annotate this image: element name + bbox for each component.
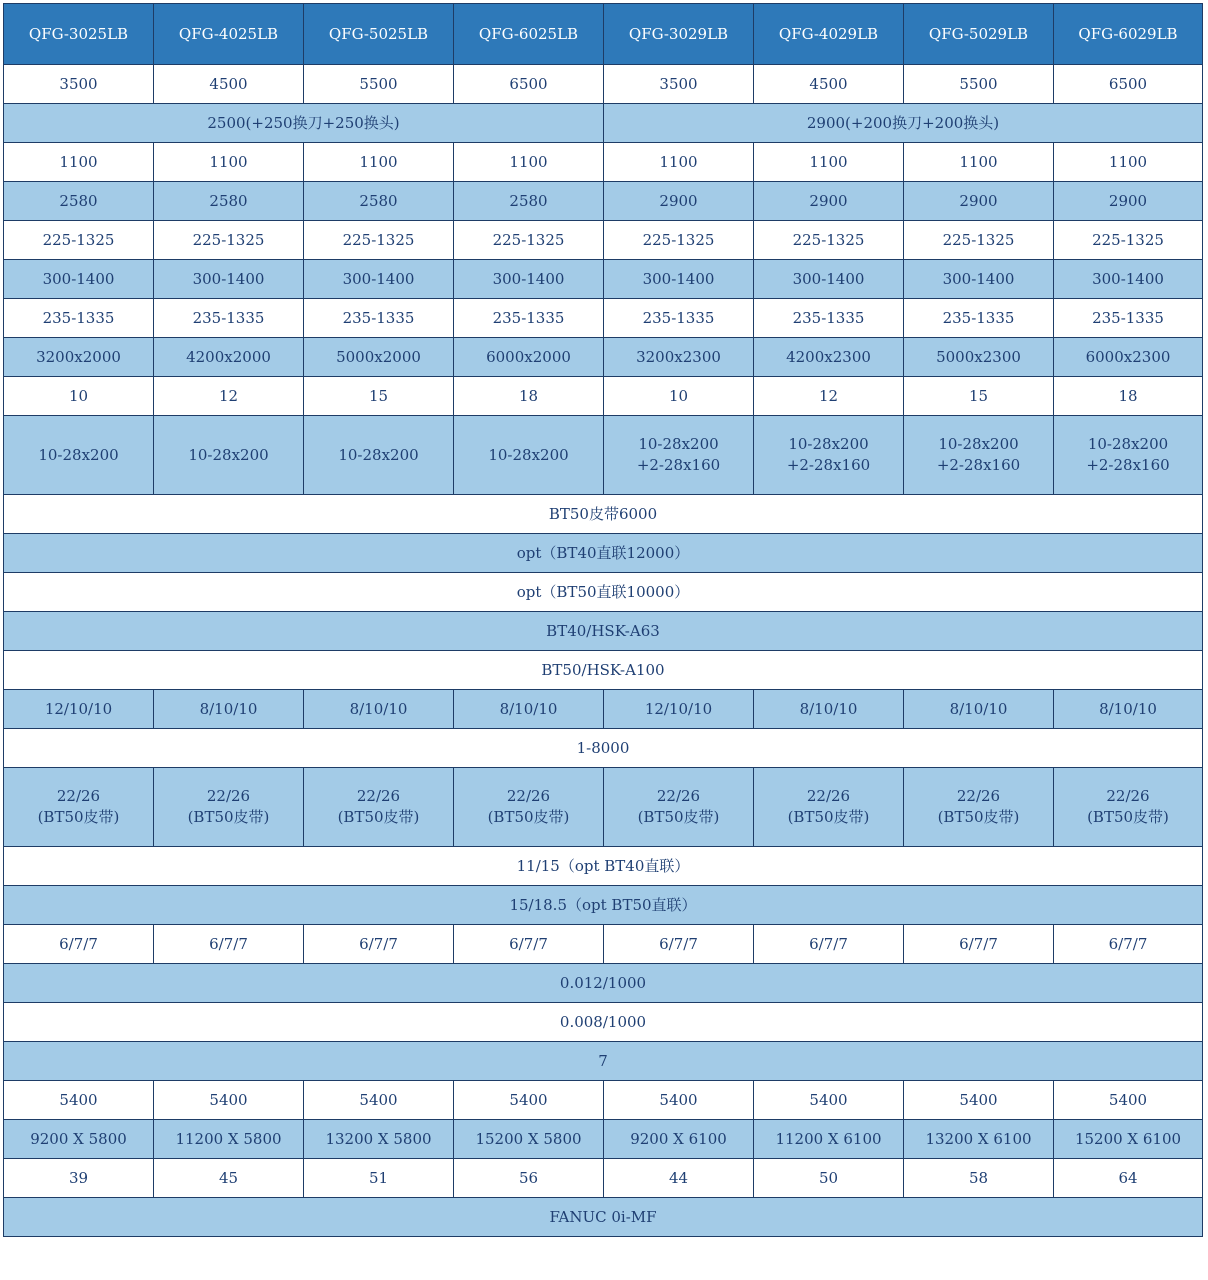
header-cell: QFG-6025LB bbox=[454, 4, 604, 65]
table-cell: 4500 bbox=[754, 65, 904, 104]
table-cell: 235-1335 bbox=[4, 299, 154, 338]
table-cell: 8/10/10 bbox=[454, 690, 604, 729]
table-cell: 235-1335 bbox=[604, 299, 754, 338]
table-cell: 300-1400 bbox=[604, 260, 754, 299]
table-cell: 15/18.5（opt BT50直联） bbox=[4, 886, 1203, 925]
table-row bbox=[4, 1159, 1203, 1198]
table-cell bbox=[154, 416, 304, 495]
table-cell: BT50皮带6000 bbox=[4, 495, 1203, 534]
table-row bbox=[4, 182, 1203, 221]
cell-line: 22/26 bbox=[206, 787, 251, 805]
table-cell: 235-1335 bbox=[454, 299, 604, 338]
table-cell: 225-1325 bbox=[4, 221, 154, 260]
table-row bbox=[4, 221, 1203, 260]
table-cell: 2900 bbox=[904, 182, 1054, 221]
table-row bbox=[4, 690, 1203, 729]
table-cell bbox=[904, 416, 1054, 495]
table-cell: 8/10/10 bbox=[154, 690, 304, 729]
table-cell bbox=[454, 416, 604, 495]
table-cell: 8/10/10 bbox=[304, 690, 454, 729]
table-cell bbox=[454, 768, 604, 847]
table-cell bbox=[154, 768, 304, 847]
table-cell: 5400 bbox=[904, 1081, 1054, 1120]
table-row bbox=[4, 847, 1203, 886]
table-cell: 2900(+200换刀+200换头) bbox=[604, 104, 1203, 143]
table-cell bbox=[1054, 768, 1203, 847]
cell-line: (BT50皮带) bbox=[337, 808, 420, 826]
table-cell: 300-1400 bbox=[904, 260, 1054, 299]
table-cell: 56 bbox=[454, 1159, 604, 1198]
cell-line: 10-28x200 bbox=[338, 445, 419, 464]
table-row bbox=[4, 338, 1203, 377]
table-row bbox=[4, 768, 1203, 847]
cell-line: (BT50皮带) bbox=[1087, 808, 1169, 826]
table-row bbox=[4, 65, 1203, 104]
table-cell: 8/10/10 bbox=[754, 690, 904, 729]
table-row bbox=[4, 651, 1203, 690]
cell-line: 10-28x200 bbox=[188, 445, 269, 464]
cell-line: 10-28x200 bbox=[488, 445, 569, 464]
table-cell: 8/10/10 bbox=[904, 690, 1054, 729]
table-cell: 6500 bbox=[454, 65, 604, 104]
table-cell: 5400 bbox=[154, 1081, 304, 1120]
cell-line: 22/26 bbox=[506, 787, 551, 805]
table-cell: 6/7/7 bbox=[1054, 925, 1203, 964]
table-cell: 5500 bbox=[904, 65, 1054, 104]
cell-line: 10-28x200 bbox=[38, 445, 119, 464]
cell-line: 22/26 bbox=[1106, 787, 1150, 805]
cell-line: 10-28x200 bbox=[638, 435, 719, 453]
table-cell: 235-1335 bbox=[904, 299, 1054, 338]
table-cell: 12/10/10 bbox=[4, 690, 154, 729]
table-cell: 300-1400 bbox=[1054, 260, 1203, 299]
table-cell: 11200 X 6100 bbox=[754, 1120, 904, 1159]
table-row bbox=[4, 1003, 1203, 1042]
table-cell: 9200 X 6100 bbox=[604, 1120, 754, 1159]
table-cell: 5400 bbox=[754, 1081, 904, 1120]
cell-line: (BT50皮带) bbox=[637, 808, 720, 826]
table-cell: 5500 bbox=[304, 65, 454, 104]
cell-line: 10-28x200 bbox=[788, 435, 869, 453]
table-cell: 12/10/10 bbox=[604, 690, 754, 729]
table-cell bbox=[754, 768, 904, 847]
cell-line: +2-28x160 bbox=[1086, 456, 1170, 474]
table-cell: 0.012/1000 bbox=[4, 964, 1203, 1003]
table-cell: 6/7/7 bbox=[904, 925, 1054, 964]
table-cell: 235-1335 bbox=[1054, 299, 1203, 338]
table-row bbox=[4, 1081, 1203, 1120]
table-cell: 235-1335 bbox=[754, 299, 904, 338]
table-cell: 15200 X 5800 bbox=[454, 1120, 604, 1159]
table-cell: 225-1325 bbox=[304, 221, 454, 260]
table-cell: 6/7/7 bbox=[604, 925, 754, 964]
table-row bbox=[4, 612, 1203, 651]
table-cell: 12 bbox=[154, 377, 304, 416]
table-cell: FANUC 0i-MF bbox=[4, 1198, 1203, 1237]
cell-line: +2-28x160 bbox=[786, 456, 871, 474]
cell-line: (BT50皮带) bbox=[37, 808, 120, 826]
table-cell: 51 bbox=[304, 1159, 454, 1198]
table-cell: 2580 bbox=[454, 182, 604, 221]
table-row bbox=[4, 143, 1203, 182]
table-cell: 225-1325 bbox=[154, 221, 304, 260]
table-cell bbox=[1054, 416, 1203, 495]
table-cell: 300-1400 bbox=[754, 260, 904, 299]
table-row bbox=[4, 1042, 1203, 1081]
table-cell: 11200 X 5800 bbox=[154, 1120, 304, 1159]
table-row bbox=[4, 495, 1203, 534]
table-cell: 1100 bbox=[154, 143, 304, 182]
table-cell: 6/7/7 bbox=[754, 925, 904, 964]
table-cell: 1100 bbox=[454, 143, 604, 182]
table-cell: 2900 bbox=[1054, 182, 1203, 221]
table-cell: 235-1335 bbox=[304, 299, 454, 338]
cell-line: 22/26 bbox=[806, 787, 851, 805]
table-cell: 2580 bbox=[154, 182, 304, 221]
table-cell: 39 bbox=[4, 1159, 154, 1198]
table-cell: 64 bbox=[1054, 1159, 1203, 1198]
table-cell: 5400 bbox=[604, 1081, 754, 1120]
table-cell: 6/7/7 bbox=[454, 925, 604, 964]
table-row bbox=[4, 925, 1203, 964]
table-row bbox=[4, 573, 1203, 612]
table-cell: 44 bbox=[604, 1159, 754, 1198]
table-cell: 5400 bbox=[1054, 1081, 1203, 1120]
header-cell: QFG-4025LB bbox=[154, 4, 304, 65]
cell-line: +2-28x160 bbox=[936, 456, 1021, 474]
table-cell: 18 bbox=[454, 377, 604, 416]
cell-line: 22/26 bbox=[356, 787, 401, 805]
cell-line: 10-28x200 bbox=[938, 435, 1019, 453]
table-row bbox=[4, 377, 1203, 416]
table-cell: opt（BT40直联12000） bbox=[4, 534, 1203, 573]
cell-line: (BT50皮带) bbox=[487, 808, 570, 826]
table-cell: 1100 bbox=[304, 143, 454, 182]
table-cell: 58 bbox=[904, 1159, 1054, 1198]
cell-line: +2-28x160 bbox=[636, 456, 721, 474]
table-cell: 1100 bbox=[904, 143, 1054, 182]
table-cell: 8/10/10 bbox=[1054, 690, 1203, 729]
table-cell: 2580 bbox=[304, 182, 454, 221]
table-cell: 6/7/7 bbox=[154, 925, 304, 964]
table-cell: 3200x2000 bbox=[4, 338, 154, 377]
table-cell: 10 bbox=[604, 377, 754, 416]
header-row bbox=[4, 4, 1203, 65]
table-cell: 5000x2300 bbox=[904, 338, 1054, 377]
table-cell: BT50/HSK-A100 bbox=[4, 651, 1203, 690]
table-cell: 225-1325 bbox=[454, 221, 604, 260]
header-cell: QFG-3029LB bbox=[604, 4, 754, 65]
cell-line: 22/26 bbox=[56, 787, 101, 805]
table-cell: 2500(+250换刀+250换头) bbox=[4, 104, 604, 143]
table-cell: 6/7/7 bbox=[4, 925, 154, 964]
cell-line: 22/26 bbox=[956, 787, 1001, 805]
cell-line: (BT50皮带) bbox=[187, 808, 270, 826]
table-cell: 2900 bbox=[754, 182, 904, 221]
table-cell: 4200x2300 bbox=[754, 338, 904, 377]
table-cell: 9200 X 5800 bbox=[4, 1120, 154, 1159]
table-cell: 15200 X 6100 bbox=[1054, 1120, 1203, 1159]
table-cell: 225-1325 bbox=[754, 221, 904, 260]
table-row bbox=[4, 964, 1203, 1003]
table-cell: 45 bbox=[154, 1159, 304, 1198]
table-cell: 225-1325 bbox=[604, 221, 754, 260]
table-cell: 300-1400 bbox=[154, 260, 304, 299]
table-cell: 1100 bbox=[1054, 143, 1203, 182]
spec-table bbox=[3, 3, 1203, 1237]
table-cell: 5400 bbox=[454, 1081, 604, 1120]
table-cell: 2580 bbox=[4, 182, 154, 221]
header-cell: QFG-5025LB bbox=[304, 4, 454, 65]
table-cell bbox=[4, 768, 154, 847]
header-cell: QFG-6029LB bbox=[1054, 4, 1203, 65]
table-row bbox=[4, 534, 1203, 573]
table-cell: 235-1335 bbox=[154, 299, 304, 338]
table-cell: 10 bbox=[4, 377, 154, 416]
table-cell: 1100 bbox=[754, 143, 904, 182]
table-cell: 12 bbox=[754, 377, 904, 416]
table-cell bbox=[604, 768, 754, 847]
table-cell: 300-1400 bbox=[454, 260, 604, 299]
table-cell: 6000x2300 bbox=[1054, 338, 1203, 377]
table-cell: 1100 bbox=[604, 143, 754, 182]
header-cell: QFG-3025LB bbox=[4, 4, 154, 65]
table-cell: 5400 bbox=[4, 1081, 154, 1120]
table-cell bbox=[754, 416, 904, 495]
cell-line: 10-28x200 bbox=[1087, 435, 1169, 453]
table-cell: 225-1325 bbox=[1054, 221, 1203, 260]
table-cell: 15 bbox=[304, 377, 454, 416]
table-cell: 15 bbox=[904, 377, 1054, 416]
table-cell: 1100 bbox=[4, 143, 154, 182]
table-cell: 225-1325 bbox=[904, 221, 1054, 260]
cell-line: (BT50皮带) bbox=[937, 808, 1020, 826]
table-cell: 13200 X 5800 bbox=[304, 1120, 454, 1159]
cell-line: (BT50皮带) bbox=[787, 808, 870, 826]
table-cell: 3500 bbox=[4, 65, 154, 104]
table-cell: BT40/HSK-A63 bbox=[4, 612, 1203, 651]
table-cell: 50 bbox=[754, 1159, 904, 1198]
table-cell bbox=[904, 768, 1054, 847]
table-cell: 3500 bbox=[604, 65, 754, 104]
table-row bbox=[4, 1198, 1203, 1237]
table-cell: 4200x2000 bbox=[154, 338, 304, 377]
table-row bbox=[4, 104, 1203, 143]
table-row bbox=[4, 1120, 1203, 1159]
table-cell: 2900 bbox=[604, 182, 754, 221]
cell-line: 22/26 bbox=[656, 787, 701, 805]
table-row bbox=[4, 886, 1203, 925]
table-cell bbox=[604, 416, 754, 495]
table-cell: 6000x2000 bbox=[454, 338, 604, 377]
table-cell: 0.008/1000 bbox=[4, 1003, 1203, 1042]
table-row bbox=[4, 416, 1203, 495]
table-cell: 5000x2000 bbox=[304, 338, 454, 377]
table-cell bbox=[304, 416, 454, 495]
table-cell: 6500 bbox=[1054, 65, 1203, 104]
table-cell: 4500 bbox=[154, 65, 304, 104]
table-cell: 13200 X 6100 bbox=[904, 1120, 1054, 1159]
table-row bbox=[4, 299, 1203, 338]
table-cell: 7 bbox=[4, 1042, 1203, 1081]
table-cell: 5400 bbox=[304, 1081, 454, 1120]
header-cell: QFG-5029LB bbox=[904, 4, 1054, 65]
table-cell bbox=[4, 416, 154, 495]
table-cell: 18 bbox=[1054, 377, 1203, 416]
table-cell: 3200x2300 bbox=[604, 338, 754, 377]
table-cell: 300-1400 bbox=[304, 260, 454, 299]
table-cell: 11/15（opt BT40直联） bbox=[4, 847, 1203, 886]
table-row bbox=[4, 260, 1203, 299]
table-cell: opt（BT50直联10000） bbox=[4, 573, 1203, 612]
table-cell: 6/7/7 bbox=[304, 925, 454, 964]
table-row bbox=[4, 729, 1203, 768]
table-cell: 300-1400 bbox=[4, 260, 154, 299]
table-cell bbox=[304, 768, 454, 847]
table-cell: 1-8000 bbox=[4, 729, 1203, 768]
header-cell: QFG-4029LB bbox=[754, 4, 904, 65]
